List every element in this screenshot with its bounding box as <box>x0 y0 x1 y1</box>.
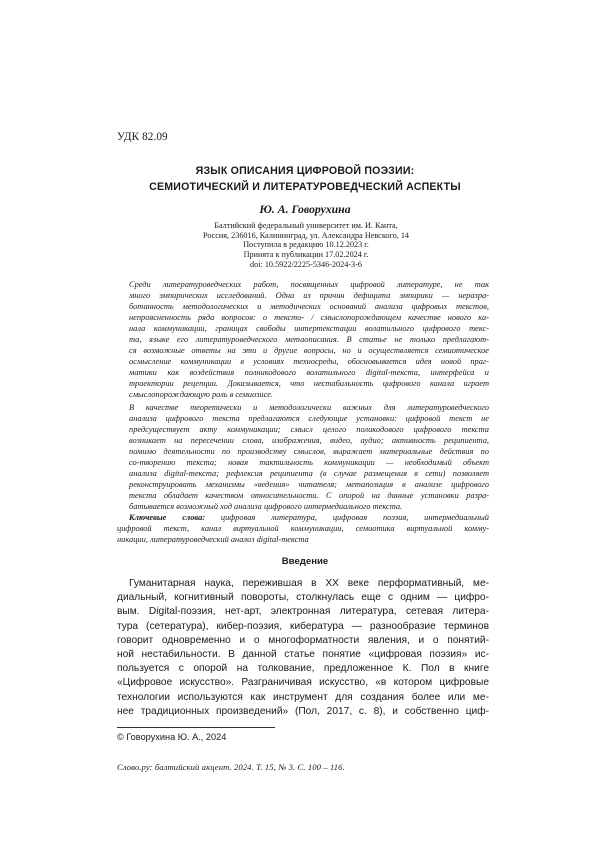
abstract-line: много эмпирических исследований. Одна из причин дефицита эмпирики — неразра- <box>129 291 489 301</box>
udk-code: УДК 82.09 <box>117 131 168 143</box>
abstract-line: анализа цифрового текста предлагаются следующие установки: цифровой текст не <box>129 413 489 423</box>
abstract-line: траектории рецепции. Доказывается, что нестабильность цифрового канала играет <box>129 379 489 389</box>
accepted-date: Принята к публикации 17.02.2024 г. <box>243 250 369 260</box>
affiliation-line: Россия, 236016, Калининград, ул. Александра Невского, 14 <box>202 230 410 240</box>
abstract-line: смыслопорождающую роль в семиозисе. <box>129 390 274 400</box>
abstract-line: непроясненность ряда вопросов: о тексто- / смыслопорождающем качестве нового ка- <box>129 313 489 323</box>
body-line: тура (сетература), кибер-поэзия, кибература — разнообразие терминов <box>117 620 489 632</box>
abstract-line: матики как воздействия полникодового волатильного digital-текста, интерфейса и <box>129 368 489 378</box>
abstract-line: анализа digital-текста; рефлексия реципиента (в случае размещения в сети) позволяет <box>129 468 489 478</box>
doi: doi: 10.5922/2225-5346-2024-3-6 <box>250 259 362 269</box>
abstract-line: реконструировать механизмы «ведения» читателя; метапозиция в анализе цифрового <box>129 479 489 489</box>
abstract-line: та, языке его литературоведческого метаописания. В статье не только предлагают- <box>129 335 489 345</box>
abstract-line: осмысление коммуникации в условиях техносреды, обосновывается идея новой праг- <box>129 357 489 367</box>
copyright-notice: © Говорухина Ю. А., 2024 <box>117 732 227 742</box>
abstract-line: В качестве теоретически и методологически важных для литературоведческого <box>129 402 489 412</box>
abstract-line: ботанность методологических и методических оснований анализа цифровых текстов, <box>129 302 489 312</box>
body-line: «Цифровое искусство». Разграничивая искусство, «в котором цифровые <box>117 677 489 689</box>
abstract-line: предсуществует акту коммуникации; смысл целого поликодового цифрового текста <box>129 424 489 434</box>
article-title-line-2: СЕМИОТИЧЕСКИЙ И ЛИТЕРАТУРОВЕДЧЕСКИЙ АСПЕКТЫ <box>149 181 461 193</box>
abstract-line: текста обладает качеством относительности. С опорой на данные установки разра- <box>129 490 489 500</box>
abstract-paragraph-1 <box>117 279 489 401</box>
abstract-line: со-творению текста; новая тактильность коммуникации — необходимый объект <box>129 457 489 467</box>
abstract-line: ся возможные ответы на эти и другие вопросы, но и осуществляется семиотическое <box>129 346 489 356</box>
keywords <box>117 512 489 545</box>
section-heading: Введение <box>281 556 329 567</box>
footnote-divider <box>117 727 275 728</box>
abstract <box>117 279 489 512</box>
body-line: Гуманитарная наука, пережившая в XX веке перформативный, ме- <box>129 578 489 589</box>
body-line: технологии используются как инструмент для создания более или ме- <box>117 691 489 703</box>
body-line: говорит одновременно и о многоформатности явления, и о понятий- <box>117 634 489 646</box>
abstract-line: помимо деятельности по производству смыслов, выражает материальные действия по <box>129 446 489 456</box>
keywords-label: Ключевые слова: <box>129 513 206 522</box>
abstract-line: батывается возможный ход анализа цифрового интермедиального текста. <box>129 501 403 511</box>
keywords-text: цифровая литература, цифровая поэзия, интермедиальный <box>205 513 489 522</box>
keywords-line-2: цифровой текст, канал виртуальной коммуникации, семиотика виртуальной комму- <box>117 524 489 534</box>
author-name: Ю. А. Говорухина <box>259 202 351 216</box>
abstract-line: Среди литературоведческих работ, посвященных цифровой литературе, не так <box>129 280 489 289</box>
keywords-line-1 <box>117 512 489 523</box>
article-title-line-1: ЯЗЫК ОПИСАНИЯ ЦИФРОВОЙ ПОЭЗИИ: <box>195 165 415 177</box>
affiliation-line: Балтийский федеральный университет им. И. Канта, <box>214 221 398 230</box>
keywords-line-3: никации, литературоведческий анализ digital-текста <box>117 535 309 545</box>
abstract-paragraph-2 <box>117 402 489 512</box>
body-paragraph <box>117 577 489 719</box>
body-line: диальный, когнитивный повороты, столкнулась еще с одним — цифро- <box>117 592 489 604</box>
body-line: вым. Digital-поэзия, нет-арт, электронная литература, сетевая литера- <box>117 606 489 618</box>
journal-citation-footer: Слово.ру: балтийский акцент. 2024. Т. 15, № 3. С. 100 – 116. <box>117 762 345 772</box>
abstract-line: возникает на пересечении слова, изображения, видео, аудио; активность реципиента, <box>129 435 489 445</box>
body-line: нее традиционных произведений» (Пол, 2017, с. 8), и собственно циф- <box>117 705 489 717</box>
abstract-line: нала коммуникации, границах свободы интертекстации волатильного цифрового текс- <box>129 324 489 334</box>
body-line: пользуется с опорой на толкование, предложенное К. Пол в книге <box>117 663 489 675</box>
received-date: Поступила в редакцию 10.12.2023 г. <box>243 240 369 250</box>
affiliation-block <box>150 221 462 270</box>
body-line: ной нестабильности. В данной статье понятие «цифровая поэзия» ис- <box>117 649 489 661</box>
